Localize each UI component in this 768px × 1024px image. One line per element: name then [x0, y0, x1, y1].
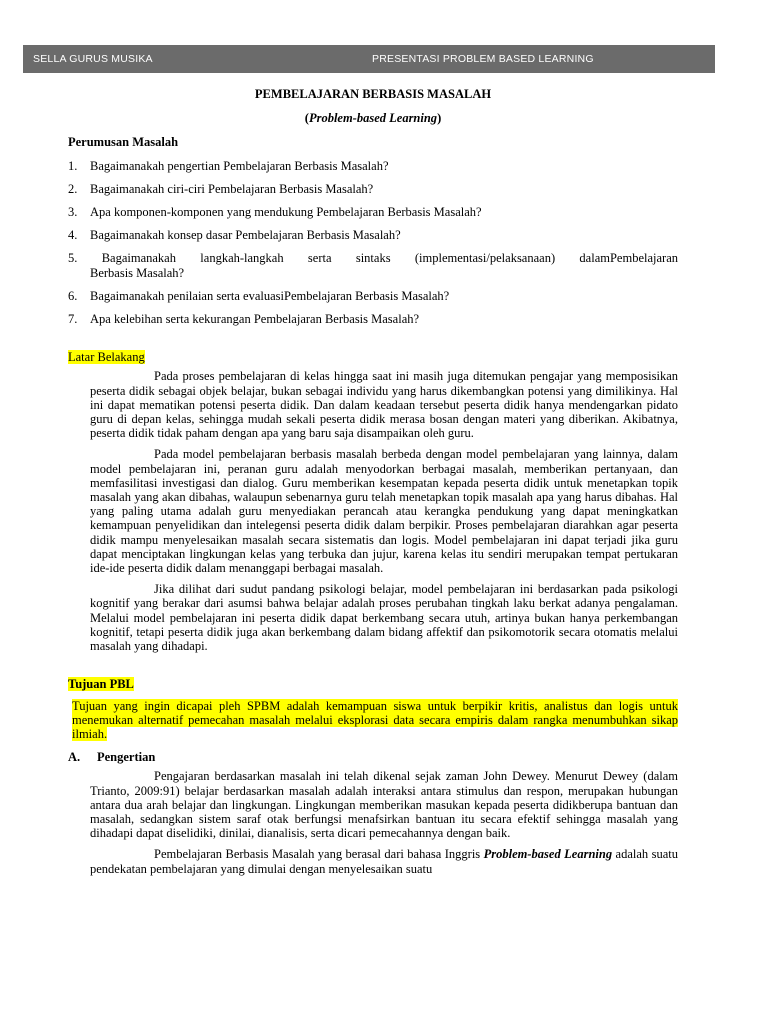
pengertian-paragraph-1: Pengajaran berdasarkan masalah ini telah dikenal sejak zaman John Dewey. Menurut Dewey (dalam Trianto, 2009:91) belajar berdasarkan masalah adalah interaksi antara stimulus dan respon, merupakan hubungan antara dua arah belajar dan lingkungan. Lingkungan memberikan masukan kepada peserta didikberupa bantuan dan masalah, sedangkan sistem saraf otak berfungsi menafsirkan bantuan itu secara efektif sehingga masalah yang dihadapi dapat diselidiki, dinilai, dianalisis, serta dicari pemecahannya dengan baik. — [90, 769, 678, 841]
tujuan-body: Tujuan yang ingin dicapai pleh SPBM adalah kemampuan siswa untuk berpikir kritis, analistus dan logis untuk menemukan alternatif pemecahan masalah melalui eksplorasi data secara empiris dalam rangka menumbuhkan sikap ilmiah. — [72, 698, 678, 741]
pbl-term: Problem-based Learning — [483, 847, 613, 862]
question-list — [68, 159, 678, 327]
latar-heading: Latar Belakang — [68, 350, 145, 365]
list-item: 3. Apa komponen-komponen yang mendukung Pembelajaran Berbasis Masalah? — [68, 205, 482, 220]
page-subtitle: (Problem-based Learning) — [304, 111, 442, 126]
document-body — [68, 87, 678, 876]
pengertian-paragraph-2: Pembelajaran Berbasis Masalah yang berasal dari bahasa Inggris Problem-based Learning adalah suatu pendekatan pembelajaran yang dimulai dengan menyelesaikan suatu — [90, 847, 678, 876]
perumusan-heading: Perumusan Masalah — [68, 135, 179, 150]
page-title: PEMBELAJARAN BERBASIS MASALAH — [254, 87, 492, 101]
pengertian-heading: A. Pengertian — [68, 750, 156, 765]
header-presentation-title: PRESENTASI PROBLEM BASED LEARNING — [372, 53, 594, 65]
latar-paragraph-3: Jika dilihat dari sudut pandang psikologi belajar, model pembelajaran ini berdasarkan pada psikologi kognitif yang berakar dari asumsi bahwa belajar adalah proses perubahan tingkah laku berkat adanya pengalaman. Melalui model pembelajaran ini peserta didik dapat berkembang secara utuh, artinya bukan hanya perkembangan kognitif, tetapi peserta didik juga akan berkembang dalam bidang affektif dan psikomotorik secara otomatis melalui masalah yang dihadapi. — [90, 582, 678, 654]
list-item: 4. Bagaimanakah konsep dasar Pembelajaran Berbasis Masalah? — [68, 228, 401, 243]
list-item: 5. Bagaimanakah langkah-langkah serta sintaks (implementasi/pelaksanaan) dalamPembelajaran — [68, 251, 678, 266]
list-item: 1. Bagaimanakah pengertian Pembelajaran Berbasis Masalah? — [68, 158, 389, 173]
tujuan-heading: Tujuan PBL — [68, 677, 134, 692]
list-item: 7. Apa kelebihan serta kekurangan Pembelajaran Berbasis Masalah? — [68, 312, 420, 327]
list-item: 2. Bagaimanakah ciri-ciri Pembelajaran Berbasis Masalah? — [68, 181, 374, 196]
document-header-bar — [23, 45, 715, 73]
header-author: SELLA GURUS MUSIKA — [33, 53, 153, 65]
latar-paragraph-1: Pada proses pembelajaran di kelas hingga saat ini masih juga ditemukan pengajar yang memposisikan peserta didik sebagai objek belajar, bukan sebagai individu yang harus dikembangkan potensi yang dimilikinya. Hal ini dapat mematikan potensi peserta didik. Dan dalam keadaan tersebut peserta didik hanya mendengarkan pidato guru di depan kelas, sehingga mudah sekali peserta didik merasa bosan dengan materi yang diberikan. Akibatnya, peserta didik tidak paham dengan apa yang baru saja disampaikan oleh guru. — [90, 369, 678, 441]
list-item-continuation: Berbasis Masalah? — [90, 265, 185, 280]
subtitle-italic: Problem-based Learning — [308, 111, 438, 126]
list-item: 6. Bagaimanakah penilaian serta evaluasiPembelajaran Berbasis Masalah? — [68, 288, 450, 303]
latar-paragraph-2: Pada model pembelajaran berbasis masalah berbeda dengan model pembelajaran yang lainnya, dalam model pembelajaran ini, peranan guru adalah menyodorkan berbagai masalah, memberikan pertanyaan, dan memfasilitasi investigasi dan dialog. Guru memberikan kesempatan kepada peserta didik untuk menetapkan topik masalah yang akan dibahas, walaupun sebenarnya guru telah menetapkan topik masalah apa yang harus dibahas. Hal yang paling utama adalah guru menyediakan perancah atau kerangka pendukung yang dapat meningkatkan kemampuan penyelidikan dan intelegensi peserta didik dalam berpikir. Proses pembelajaran diarahkan agar peserta didik mampu menyelesaikan masalah secara sistematis dan logis. Model pembelajaran ini dapat terjadi jika guru dapat menciptakan lingkungan kelas yang terbuka dan jujur, karena kelas itu sendiri merupakan tempat pertukaran ide-ide peserta didik dalam menanggapi berbagai masalah. — [90, 447, 678, 576]
